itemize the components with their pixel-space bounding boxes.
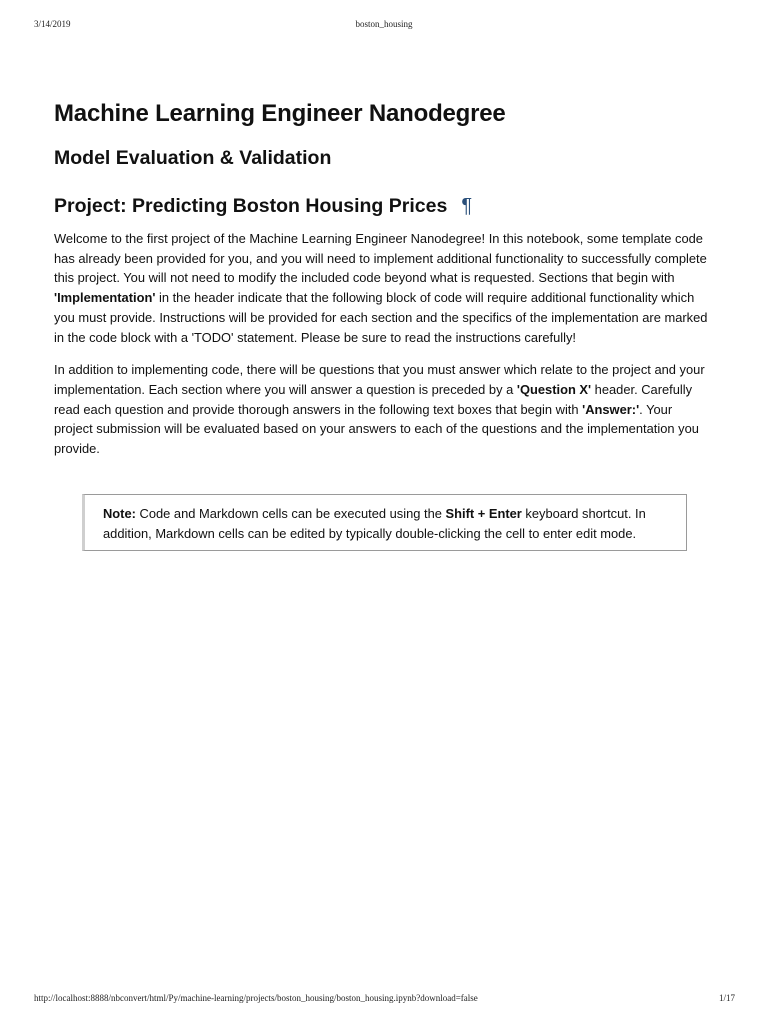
heading-anchor-link[interactable]: ¶ bbox=[461, 195, 473, 217]
intro-text-2: in the header indicate that the following block of code will require additional functionality which you must provide. Instructions will be provided for each section and the specifics of the implementation are marked in the code block with a 'TODO' statement. Please be sure to read the instructions carefully! bbox=[54, 290, 708, 345]
notebook-subtitle: Model Evaluation & Validation bbox=[54, 147, 332, 169]
note-label: Note: bbox=[103, 506, 136, 521]
questions-paragraph bbox=[54, 360, 714, 459]
print-page-number: 1/17 bbox=[718, 993, 735, 1003]
project-heading bbox=[54, 193, 714, 219]
print-url: http://localhost:8888/nbconvert/html/Py/machine-learning/projects/boston_housing/boston_housing.ipynb?download=false bbox=[34, 993, 478, 1003]
note-text-2: keyboard shortcut. In addition, Markdown cells can be edited by typically double-clicking the cell to enter edit mode. bbox=[103, 506, 646, 541]
print-date: 3/14/2019 bbox=[34, 19, 71, 29]
note-text-1: Code and Markdown cells can be executed using the bbox=[135, 506, 446, 521]
project-heading-text: Project: Predicting Boston Housing Prices bbox=[54, 195, 448, 217]
notebook-content bbox=[54, 96, 714, 459]
print-footer bbox=[0, 993, 768, 1005]
note-blockquote bbox=[82, 494, 687, 551]
intro-implementation-keyword: 'Implementation' bbox=[54, 290, 156, 306]
questions-question-keyword: 'Question X' bbox=[516, 381, 592, 397]
questions-text-2: header. Carefully read each question and provide thorough answers in the following text boxes that begin with bbox=[54, 381, 693, 417]
note-shortcut-keyword: Shift + Enter bbox=[445, 506, 522, 521]
questions-answer-keyword: 'Answer:' bbox=[582, 401, 640, 417]
intro-text-1: Welcome to the first project of the Machine Learning Engineer Nanodegree! In this notebook, some template code has already been provided for you, and you will need to implement additional functionality to successfully complete this project. You will not need to modify the included code beyond what is requested. Sections that begin with bbox=[54, 231, 707, 286]
questions-text-3: . Your project submission will be evaluated based on your answers to each of the questions and the implementation you provide. bbox=[54, 401, 699, 457]
print-document-title: boston_housing bbox=[355, 19, 413, 29]
intro-paragraph bbox=[54, 229, 714, 347]
notebook-title: Machine Learning Engineer Nanodegree bbox=[54, 100, 506, 127]
questions-text-1: In addition to implementing code, there will be questions that you must answer which relate to the project and your implementation. Each section where you will answer a question is preceded by a bbox=[54, 362, 705, 397]
print-header bbox=[0, 19, 768, 31]
